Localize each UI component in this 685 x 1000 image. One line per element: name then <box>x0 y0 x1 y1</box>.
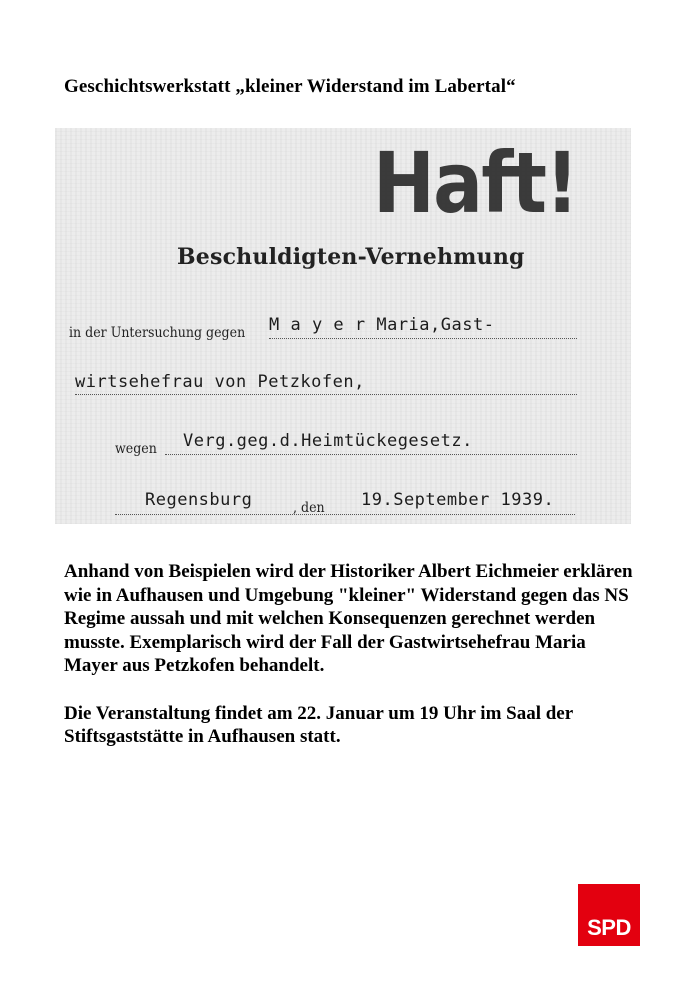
typed-name: M a y e r Maria,Gast- <box>269 315 495 335</box>
form-heading: Beschuldigten-Vernehmung <box>177 244 525 270</box>
typed-reason: Verg.geg.d.Heimtückegesetz. <box>183 431 473 451</box>
dotted-line <box>269 338 577 339</box>
typed-date: 19.September 1939. <box>361 490 555 510</box>
haft-stamp: Haft! <box>373 134 578 232</box>
body-text <box>64 560 634 773</box>
page-title: Geschichtswerkstatt „kleiner Widerstand im Labertal“ <box>64 76 516 97</box>
paragraph-description: Anhand von Beispielen wird der Historiker Albert Eichmeier erklären wie in Aufhausen und Umgebung "kleiner" Widerstand gegen das NS Regime aussah und mit welchen Konsequenzen gerechnet werden musste. Exemplarisch wird der Fall der Gastwirtsehefrau Maria Mayer aus Petzkofen behandelt. <box>64 561 633 676</box>
dotted-line <box>165 454 577 455</box>
label-reason: wegen <box>115 441 157 457</box>
dotted-line <box>75 394 577 395</box>
dotted-line <box>115 514 575 515</box>
spd-logo-text: SPD <box>587 915 631 940</box>
label-investigation: in der Untersuchung gegen <box>69 325 246 341</box>
typed-name-continued: wirtsehefrau von Petzkofen, <box>75 372 365 392</box>
archive-document-scan <box>55 128 631 524</box>
spd-logo <box>578 884 640 946</box>
label-date: , den <box>293 500 325 516</box>
typed-place: Regensburg <box>145 490 253 510</box>
paragraph-event-info: Die Veranstaltung findet am 22. Januar um 19 Uhr im Saal der Stiftsgaststätte in Aufhausen statt. <box>64 702 573 747</box>
